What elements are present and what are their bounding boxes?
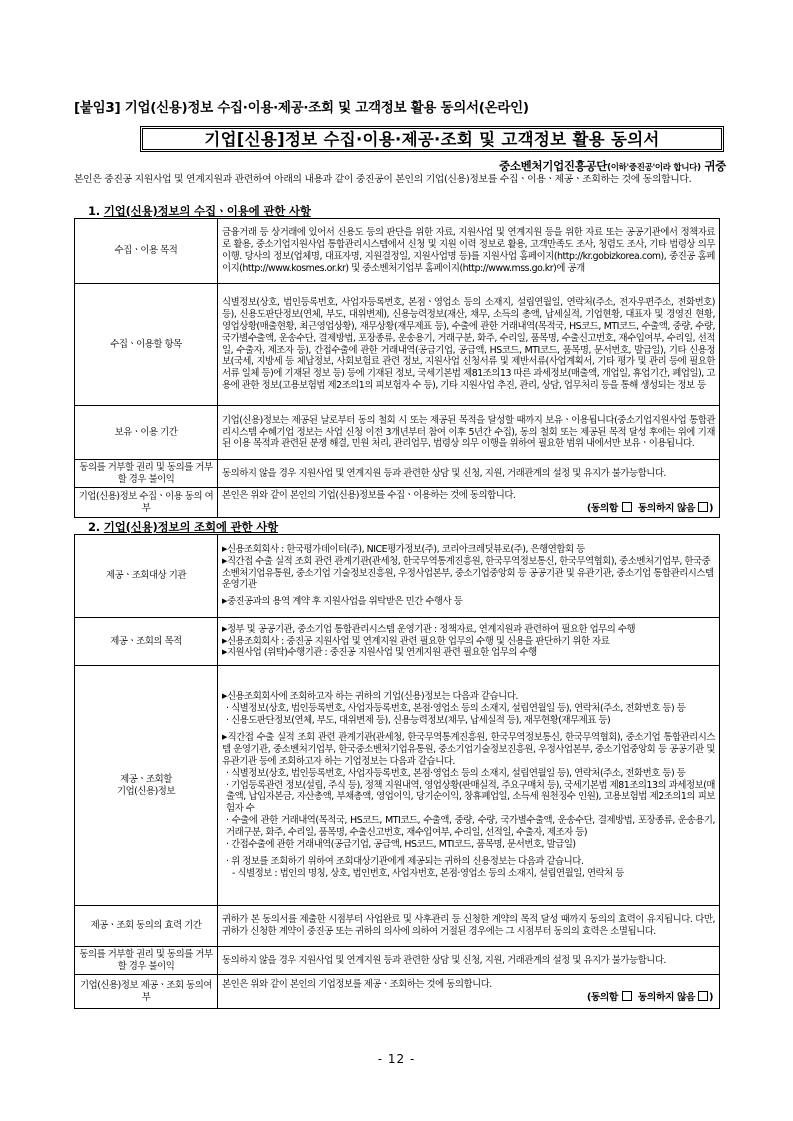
consent-row (75, 975, 720, 1009)
row-label: 제공ㆍ조회 동의의 효력 기간 (75, 906, 218, 947)
row-text: 기업(신용)정보는 제공된 날로부터 동의 철회 시 또는 제공된 목적을 달성할 때까지 보유ㆍ이용됩니다(중소기업지원사업 통합관리시스템 수혜기업 정보는 사업 신청 이전 3개년부터 참여 이후 5년간 수집), 동의 철회 또는 제공된 목적 달성 후에는 위에 기재된 이용 목적과 관련된 분쟁 해결, 민원 처리, 관리업무, 법령상 의무 이행을 위하여 필요한 범위 내에서만 보유ㆍ이용됩니다. (218, 406, 720, 460)
row-text: 귀하가 본 동의서를 제출한 시점부터 사업완료 및 사후관리 등 신청한 계약의 목적 달성 때까지 동의의 효력이 유지됩니다. 다만, 귀하가 신청한 계약이 중진공 또는 귀하의 의사에 의하여 거절된 경우에는 그 시점부터 동의의 효력은 소멸됩니다. (218, 906, 720, 947)
list-item: · 기업등록관련 정보(설립, 주식 등), 정책 지원내역, 영업상황(판매실적, 주요구매처 등), 국세기본법 제81조의13의 과세정보(매출액, 납입자본금, 자산총액, 부채총액, 영업이익, 당기순이익, 창휴폐업일, 소득세 원천징수 인원), 고용보험법 제2조의1의 피보험자 수 (226, 779, 716, 815)
section1-table (74, 218, 720, 518)
consent-options (222, 502, 715, 515)
consent-cell (218, 488, 720, 518)
agency-note: (이하'중진공'이라 합니다) (607, 163, 701, 173)
intro-paragraph: 본인은 중진공 지원사업 및 연계지원과 관련하여 아래의 내용과 같이 중진공이 본인의 기업(신용)정보를 수집ㆍ이용ㆍ제공ㆍ조회하는 것에 동의합니다. (74, 174, 692, 185)
table-row (75, 406, 720, 460)
consent-text: 본인은 위와 같이 본인의 기업정보를 제공ㆍ조회하는 것에 동의합니다. (222, 979, 492, 991)
table-row (75, 906, 720, 947)
close-paren: ) (708, 503, 713, 514)
row-label: 수집ㆍ이용할 항목 (75, 284, 218, 406)
section1-number: 1. (88, 204, 104, 218)
list-item: · 신용도판단정보(연체, 부도, 대위변제 등), 신용능력정보(채무, 납세실적 등), 재무현황(재무제표 등) (226, 715, 611, 727)
list-item: ▶신용조회회사에 조회하고자 하는 귀하의 기업(신용)정보는 다음과 같습니다. (222, 691, 518, 703)
table-row (75, 618, 720, 666)
section2-title (88, 519, 278, 535)
page-number: - 12 - (377, 1052, 416, 1066)
agency-name: 중소벤처기업진흥공단 (499, 159, 608, 173)
list-item: ▶직간접 수출 실적 조회 관련 관계기관(관세청, 한국무역통계진흥원, 한국무역정보통신, 한국무역협회), 중소기업 통합관리시스템 운영기관, 중소벤처기업부, 한국중소벤처기업유통원, 중소기업기술정보진흥원, 우정사업본부, 중소기업중앙회 등 공공기관 및 유관기관 등에 조회하고자 하는 기업정보는 다음과 같습니다. (222, 731, 716, 767)
list-item: ▶신용조회회사 : 중진공 지원사업 및 연계지원 관련 필요한 업무의 수행 및 신용을 판단하기 위한 자료 (222, 635, 610, 647)
attachment-title: [붙임3] 기업(신용)정보 수집·이용·제공·조회 및 고객정보 활용 동의서(온라인) (74, 100, 529, 116)
row-label: 제공ㆍ조회할 기업(신용)정보 (75, 666, 218, 906)
table-row (75, 947, 720, 975)
row-text: 금융거래 등 상거래에 있어서 신용도 등의 판단을 위한 자료, 지원사업 및 연계지원 등을 위한 자료 또는 공공기관에서 정책자료로 활용, 중소기업지원사업 통합관리시스템에서 신청 및 지원 이력 정보로 활용, 고객만족도 조사, 청렴도 조사, 기타 법령상 의무이행. 당사의 정보(업체명, 대표자명, 지원결정일, 지원사업명 등)를 지원사업 홈페이지(http://kr.gobizkorea.com), 중진공 홈페이지(http://www.kosmes.or.kr) 및 중소벤처기업부 홈페이지(http://www.mss.go.kr)에 공개 (218, 219, 720, 284)
row-label: 제공ㆍ조회대상 기관 (75, 535, 218, 618)
section2-table (74, 534, 720, 1009)
list-item: ▶중진공과의 용역 계약 후 지원사업을 위탁받은 민간 수행사 등 (222, 596, 463, 608)
row-text (218, 535, 720, 618)
agree-label: (동의함 (586, 503, 618, 514)
disagree-label: 동의하지 않음 (637, 503, 695, 514)
list-item: · 위 정보를 조회하기 위하여 조회대상기관에게 제공되는 귀하의 신용정보는 다음과 같습니다. (226, 855, 584, 867)
list-item: ▶지원사업 (위탁)수행기관 : 중진공 지원사업 및 연계지원 관련 필요한 업무의 수행 (222, 647, 537, 659)
table-row (75, 284, 720, 406)
close-paren: ) (708, 992, 713, 1003)
list-item: · 간접수출에 관한 거래내역(공급기업, 공급액, HS코드, MTI코드, 품목명, 문서번호, 발급일) (226, 839, 576, 851)
consent-row (75, 488, 720, 518)
list-item: - 식별정보 : 법인의 명칭, 상호, 법인번호, 사업자번호, 본점·영업소 등의 소재지, 설립연월일, 연락처 등 (232, 867, 624, 879)
consent-text: 본인은 위와 같이 본인의 기업(신용)정보를 수집ㆍ이용하는 것에 동의합니다. (222, 490, 516, 502)
agree-checkbox[interactable] (622, 991, 632, 1001)
consent-label: 기업(신용)정보 제공ㆍ조회 동의여부 (75, 975, 218, 1009)
table-row (75, 666, 720, 906)
consent-cell (218, 975, 720, 1009)
agency-suffix: 귀중 (700, 159, 726, 173)
section1-heading: 기업(신용)정보의 수집ㆍ이용에 관한 사항 (103, 204, 311, 218)
list-item: · 식별정보(상호, 법인등록번호, 사업자등록번호, 본점·영업소 등의 소재지, 설립연월일 등), 연락처(주소, 전화번호 등) 등 (226, 767, 686, 779)
row-text (218, 666, 720, 906)
list-item: · 식별정보(상호, 법인등록번호, 사업자등록번호, 본점·영업소 등의 소재지, 설립연월일 등), 연락처(주소, 전화번호 등) 등 (226, 703, 686, 715)
recipient-agency (499, 158, 726, 174)
row-text: 식별정보(상호, 법인등록번호, 사업자등록번호, 본점ㆍ영업소 등의 소재지, 설립연월일, 연락처(주소, 전자우편주소, 전화번호)등), 신용도판단정보(연체, 부도, 대위변제), 신용능력정보(재산, 채무, 소득의 총액, 납세실적, 기업현황, 대표자 및 경영진 현황, 영업상황(매출현황, 최근영업상황), 재무상황(재무제표 등), 수출에 관한 거래내역(목적국, HS코드, MTI코드, 수출액, 중량, 수량, 국가별수출액, 운송수단, 결제방법, 포장종류, 운송용기, 거래구분, 화주, 수리일, 품목명, 수출신고번호, 재수입여부, 수리일, 선적일, 수출자, 제조자 등), 간접수출에 관한 거래내역(공급기업, 공급액, HS코드, MTI코드, 품목명, 문서번호, 발급일), 기타 신용정보(국세, 지방세 등 체납정보, 사회보험료 관련 정보, 지원사업 신청서류 및 제반서류(사업계획서, 기타 평가 및 관리 등에 필요한 서류 일체 등)에 기재된 정보 등) 등에 기재된 정보, 국세기본법 제81조의13 따른 과세정보(매출액, 개업일, 휴업기간, 폐업일), 고용에 관한 정보(고용보험법 제2조의1의 피보험자 수 등), 기타 지원사업 추진, 관리, 상담, 업무처리 등을 통해 생성되는 정보 등 (218, 284, 720, 406)
disagree-label: 동의하지 않음 (637, 992, 695, 1003)
table-row (75, 535, 720, 618)
list-item: ▶신용조회회사 : 한국평가데이터(주), NICE평가정보(주), 코리아크레딧뷰로(주), 은행연합회 등 (222, 543, 585, 555)
list-item: ▶직간접 수출 실적 조회 관련 관계기관(관세청, 한국무역통계진흥원, 한국무역정보통신, 한국무역협회), 중소벤처기업부, 한국중소벤처기업유통원, 중소기업 기술정보진흥원, 우정사업본부, 중소기업중앙회 등 공공기관 및 유관기관, 중소기업 통합관리시스템 운영기관 (222, 555, 714, 591)
section2-number: 2. (88, 520, 104, 534)
agree-checkbox[interactable] (622, 502, 632, 512)
row-text: 동의하지 않을 경우 지원사업 및 연계지원 등과 관련한 상담 및 신청, 지원, 거래관계의 설정 및 유지가 불가능합니다. (218, 460, 720, 488)
table-row (75, 460, 720, 488)
row-label: 수집ㆍ이용 목적 (75, 219, 218, 284)
row-text: 동의하지 않을 경우 지원사업 및 연계지원 등과 관련한 상담 및 신청, 지원, 거래관계의 설정 및 유지가 불가능합니다. (218, 947, 720, 975)
disagree-checkbox[interactable] (698, 991, 708, 1001)
row-label: 동의를 거부할 권리 및 동의를 거부할 경우 불이익 (75, 947, 218, 975)
consent-label: 기업(신용)정보 수집ㆍ이용 동의 여부 (75, 488, 218, 518)
section2-heading: 기업(신용)정보의 조회에 관한 사항 (103, 520, 279, 534)
table-row (75, 219, 720, 284)
form-title-box: 기업[신용]정보 수집·이용·제공·조회 및 고객정보 활용 동의서 (140, 126, 724, 152)
disagree-checkbox[interactable] (698, 502, 708, 512)
row-label: 제공ㆍ조회의 목적 (75, 618, 218, 666)
list-item: · 수출에 관한 거래내역(목적국, HS코드, MTI코드, 수출액, 중량, 수량, 국가별수출액, 운송수단, 결제방법, 포장종류, 운송용기, 거래구분, 화주, 수리일, 품목명, 수출신고번호, 재수입여부, 수리일, 선적일, 수출자, 제조자 등) (226, 815, 715, 839)
row-text (218, 618, 720, 666)
consent-options (222, 991, 715, 1004)
list-item: ▶정부 및 공공기관, 중소기업 통합관리시스템 운영기관 : 정책자료, 연계지원과 관련하여 필요한 업무의 수행 (222, 623, 636, 635)
agree-label: (동의함 (586, 992, 618, 1003)
row-label: 동의를 거부할 권리 및 동의를 거부할 경우 불이익 (75, 460, 218, 488)
section1-title (88, 203, 311, 219)
row-label: 보유ㆍ이용 기간 (75, 406, 218, 460)
